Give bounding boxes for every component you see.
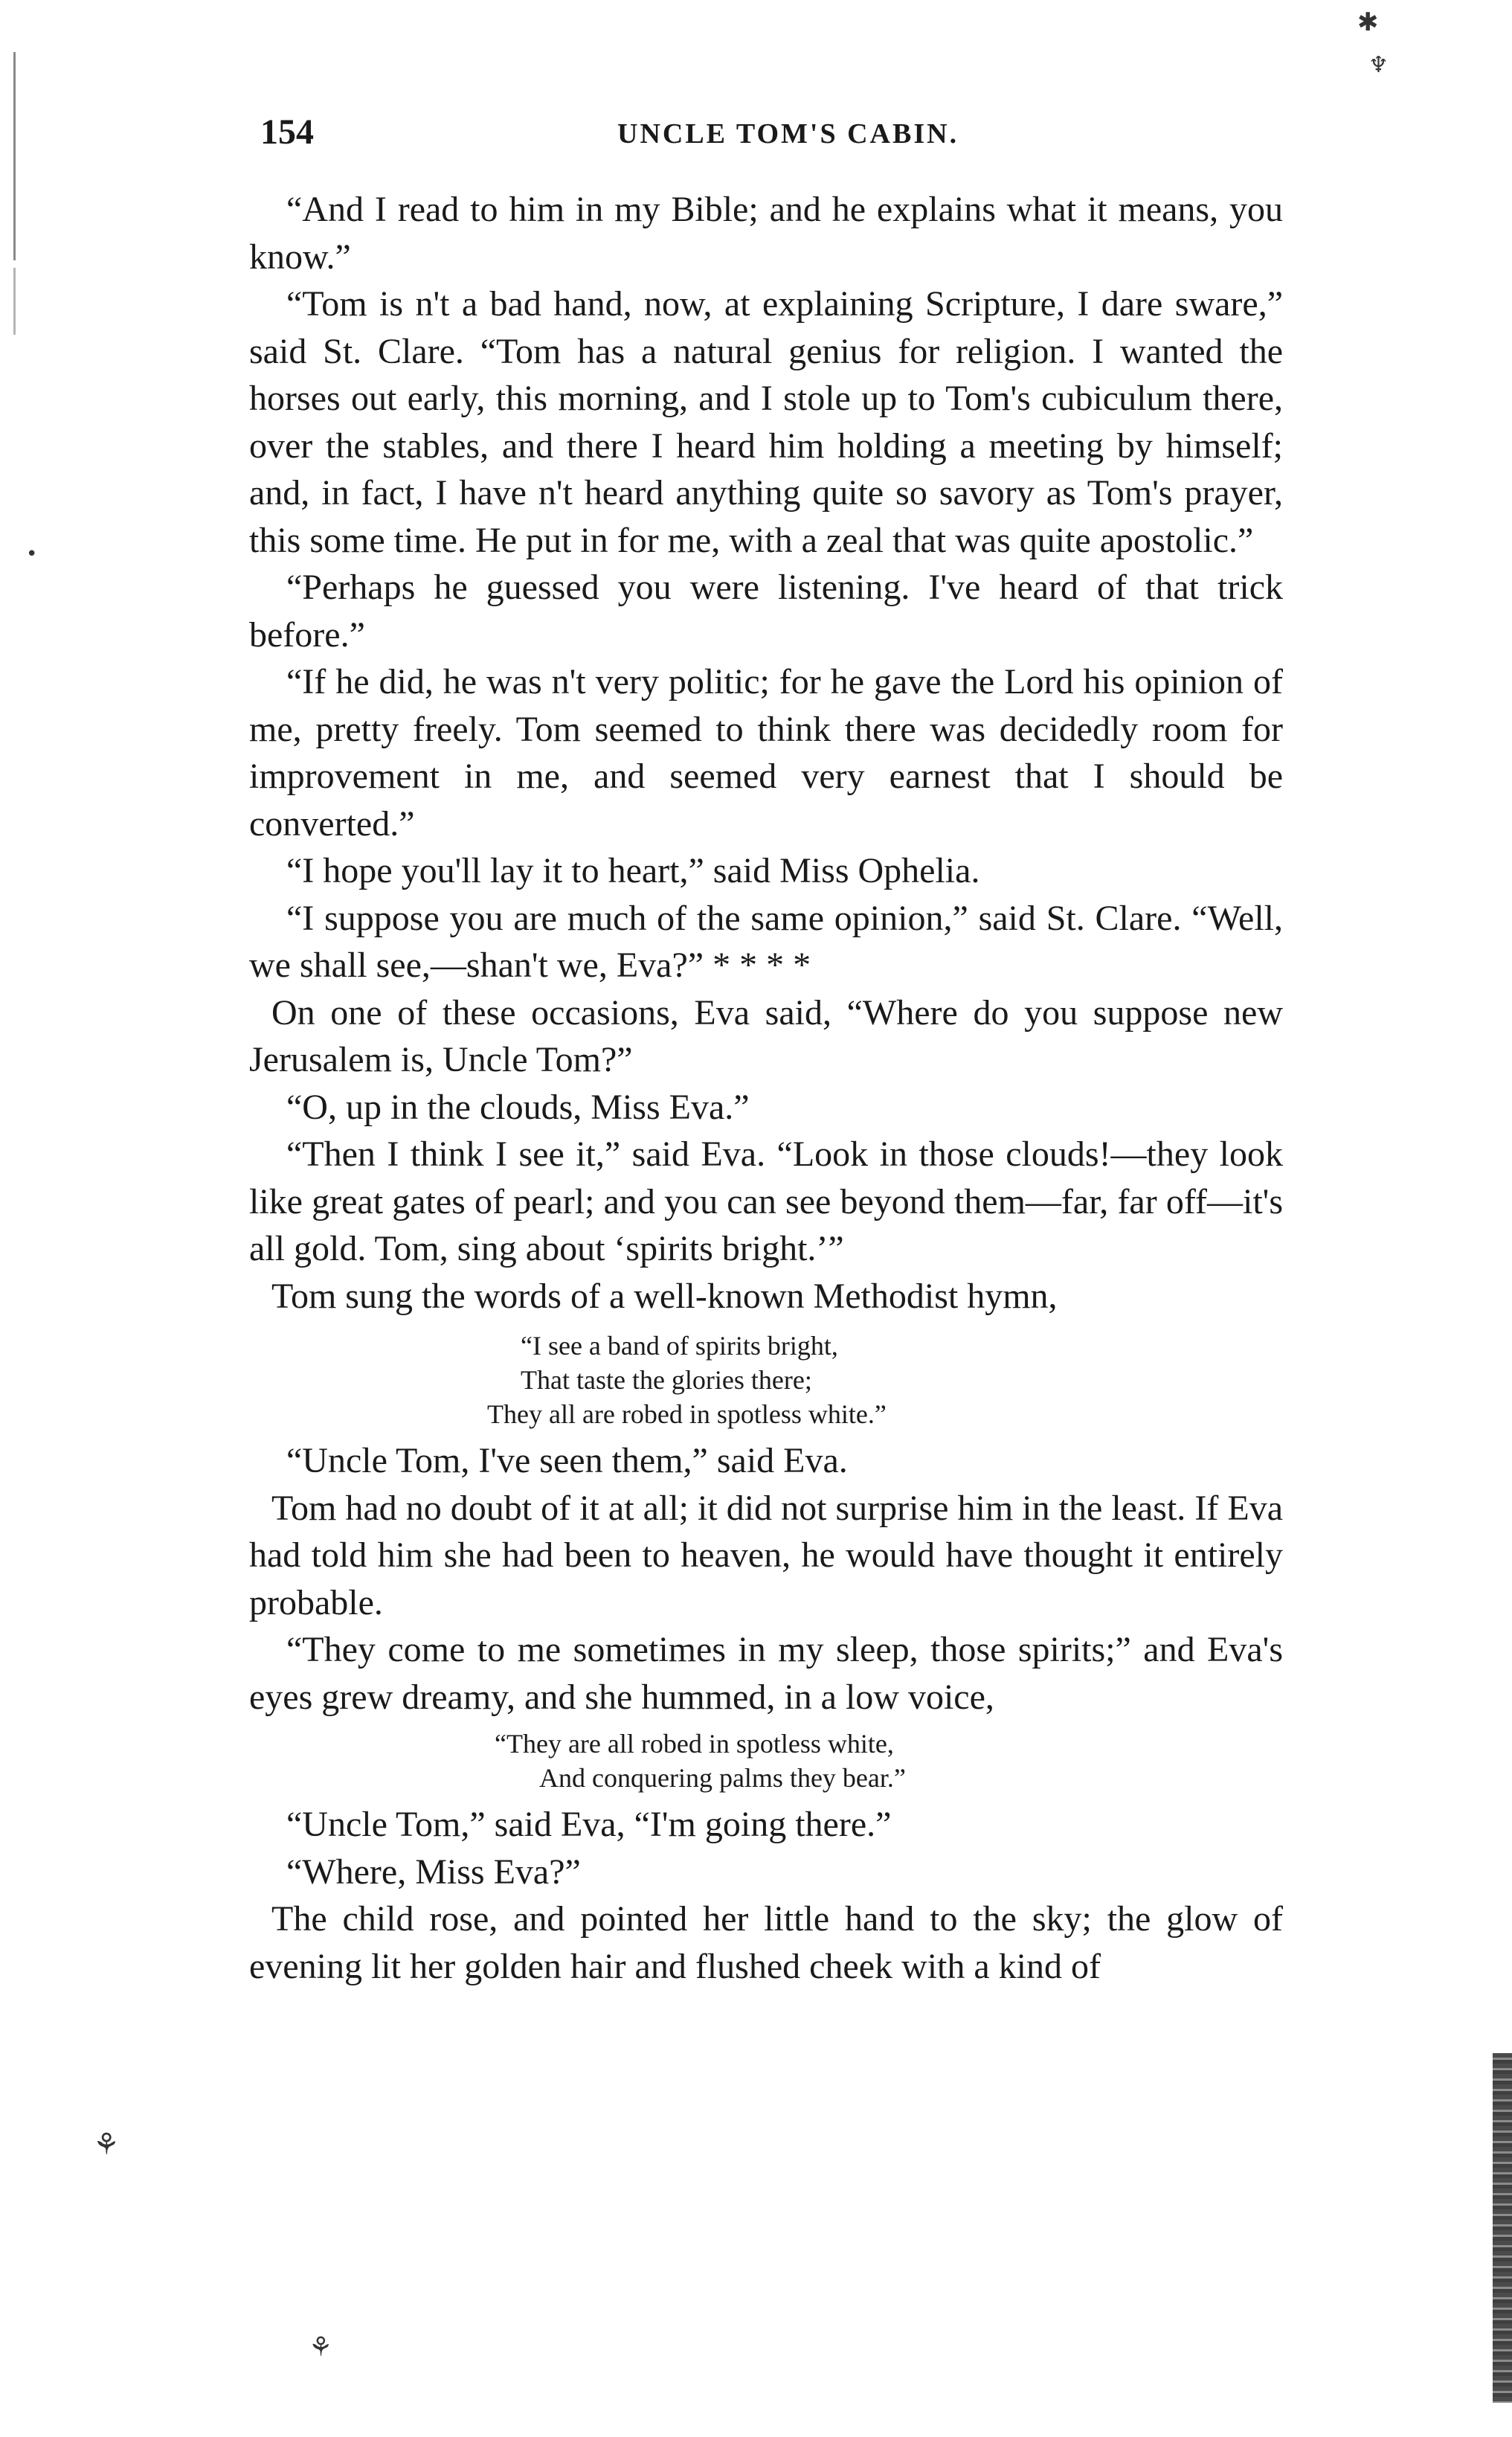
paragraph: “They come to me sometimes in my sleep, those spirits;” and Eva's eyes grew dreamy, and she hummed, in a low voice, xyxy=(249,1630,1283,1717)
page-edge-mark xyxy=(13,268,16,335)
book-spine-edge xyxy=(1493,2053,1512,2403)
verse-line: “I see a band of spirits bright, xyxy=(521,1331,838,1361)
paragraph: “Then I think I see it,” said Eva. “Look in those clouds!—they look like great gates of pearl; and you can see beyond them—far, far off—it's all gold. Tom, sing about ‘spirits bright.’” xyxy=(249,1134,1283,1268)
paragraph: The child rose, and pointed her little hand to the sky; the glow of evening lit her golden hair and flushed cheek with a kind of xyxy=(249,1899,1283,1986)
scan-speck: ♆ xyxy=(1368,52,1389,78)
paragraph: “If he did, he was n't very politic; for he gave the Lord his opinion of me, pretty freely. Tom seemed to think there was decidedly room for improvement in me, and seemed very earnest that I should be converted.” xyxy=(249,662,1283,844)
paragraph: “Uncle Tom,” said Eva, “I'm going there.” xyxy=(286,1805,892,1844)
page-edge-mark xyxy=(13,52,16,260)
paragraph: “I suppose you are much of the same opinion,” said St. Clare. “Well, we shall see,—shan't we, Eva?” * * * * xyxy=(249,898,1283,985)
hymn-verse xyxy=(249,1329,1283,1431)
running-head xyxy=(260,112,1302,171)
verse-line: “They are all robed in spotless white, xyxy=(495,1729,894,1759)
hymn-verse xyxy=(249,1727,1283,1795)
paragraph: “Where, Miss Eva?” xyxy=(286,1852,581,1892)
paragraph: “Perhaps he guessed you were listening. I've heard of that trick before.” xyxy=(249,568,1283,655)
paragraph: “O, up in the clouds, Miss Eva.” xyxy=(286,1087,750,1127)
page-number: 154 xyxy=(260,112,314,152)
scan-speck: ⚘ xyxy=(309,2332,333,2363)
paragraph: “Tom is n't a bad hand, now, at explaining Scripture, I dare sware,” said St. Clare. “Tom has a natural genius for religion. I wanted the horses out early, this morning, and I stole up to Tom's cubiculum there, over the stables, and there I heard him holding a meeting by himself; and, in fact, I have n't heard anything quite so savory as Tom's prayer, this some time. He put in for me, with a zeal that was quite apostolic.” xyxy=(249,284,1283,560)
verse-line: They all are robed in spotless white.” xyxy=(487,1399,887,1429)
scan-speck: • xyxy=(26,543,38,565)
verse-line: That taste the glories there; xyxy=(521,1365,812,1395)
paragraph: “I hope you'll lay it to heart,” said Miss Ophelia. xyxy=(286,851,980,890)
scan-speck: ✱ xyxy=(1357,7,1379,37)
paragraph: On one of these occasions, Eva said, “Where do you suppose new Jerusalem is, Uncle Tom?” xyxy=(249,992,1283,1079)
scan-speck: ⚘ xyxy=(93,2128,120,2162)
paragraph: “And I read to him in my Bible; and he explains what it means, you know.” xyxy=(249,190,1283,277)
paragraph: “Uncle Tom, I've seen them,” said Eva. xyxy=(286,1441,848,1480)
running-title: UNCLE TOM'S CABIN. xyxy=(617,118,959,150)
paragraph: Tom had no doubt of it at all; it did not surprise him in the least. If Eva had told him she had been to heaven, he would have thought it entirely probable. xyxy=(249,1488,1283,1622)
verse-line: And conquering palms they bear.” xyxy=(539,1763,906,1793)
body-text xyxy=(249,186,1283,1990)
paragraph: Tom sung the words of a well-known Methodist hymn, xyxy=(271,1276,1058,1316)
